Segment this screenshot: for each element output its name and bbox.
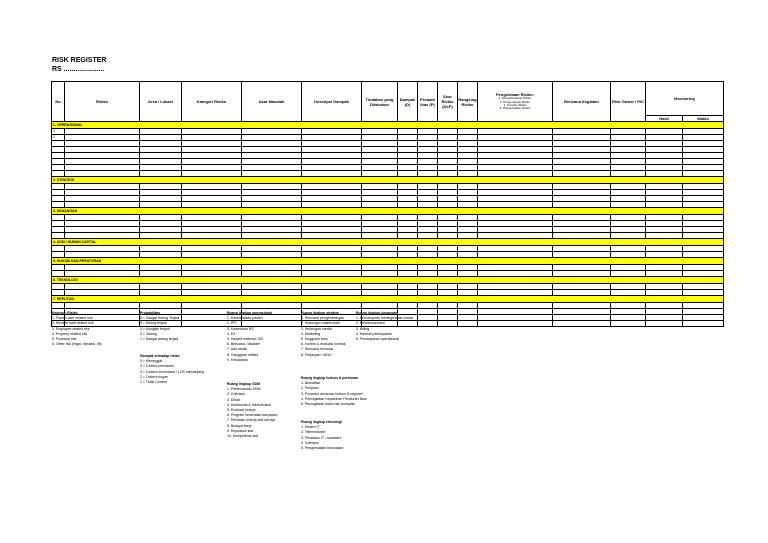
legend-item: 7. Alat medis: [227, 347, 248, 352]
header-akar-masalah: Akar Masalah: [242, 82, 302, 122]
legend-dampak: [140, 354, 204, 385]
legend-item: 7. Penilaian kinerja staf lainnya: [227, 418, 276, 423]
header-kategori: Kategori Risiko: [182, 82, 242, 122]
document-title: RISK REGISTER: [52, 57, 107, 64]
legend-heading: Ruang lingkup strategi: [301, 311, 339, 315]
legend-item: 5. Pengendalian kerusakan: [301, 446, 344, 451]
pengelolaan-item: 3. Transfer Risiko: [503, 103, 527, 107]
legend-item: 4. Property related risk: [52, 331, 88, 336]
legend-item: 9. Kebakaran: [227, 357, 248, 362]
legend-item: 6. Bencana / disaster: [227, 342, 260, 347]
legend-item: 4 = Sering terjadi: [140, 321, 167, 326]
legend-item: 3. Peralatan IT / hardware: [301, 435, 342, 440]
header-risiko: Risiko: [65, 82, 140, 122]
legend-hukum: [301, 376, 367, 407]
legend-item: 3 = Mungkin terjadi: [140, 326, 170, 331]
section-label: 4. SDM / HUMAN CAPITAL: [52, 239, 724, 246]
legend-item: 8. Gangguan utilitas: [227, 352, 259, 357]
legend-item: 3. Keamanan RS: [227, 326, 254, 331]
legend-item: 2 = Cedera ringan: [140, 374, 169, 379]
legend-heading: Ruang lingkup SDM: [227, 382, 261, 386]
section-row: [52, 277, 724, 284]
header-skor: Skor Risiko (DxP): [438, 82, 458, 122]
legend-item: 3 = Cedera sementara / LOS memanjang: [140, 369, 205, 374]
section-row: [52, 258, 724, 265]
legend-item: 4. Marketing: [301, 331, 321, 336]
legend-heading: Kategori Risiko: [52, 311, 78, 315]
legend-item: 5. Peningkatan klaim dan komplain: [301, 402, 356, 407]
section-label: 6. TEKNOLOGI: [52, 277, 724, 284]
legend-item: 2. Telemedicine: [301, 430, 326, 435]
hospital-name: RS .....................: [52, 66, 105, 73]
legend-heading: Probabilitas: [140, 311, 161, 315]
section-row: [52, 296, 724, 303]
header-tindakan: Tindakan yang Dilakukan: [362, 82, 398, 122]
legend-keuangan: [356, 311, 413, 342]
table-cell[interactable]: [418, 321, 438, 327]
section-row: [52, 239, 724, 246]
legend-item: 1. Perencanaan SDM: [227, 387, 261, 392]
legend-item: 6. Kontrol & evaluasi kontrak: [301, 342, 346, 347]
legend-item: 8. Perjanjian / MOU: [301, 352, 332, 357]
legend-item: 6. Program kesehatan karyawan: [227, 413, 278, 418]
section-label: 1. OPERASIONAL: [52, 122, 724, 129]
table-cell[interactable]: [438, 321, 458, 327]
legend-item: 1 = Sangat jarang terjadi: [140, 337, 179, 342]
legend-item: 4. K3: [227, 331, 236, 336]
header-dampak: Dampak (D): [398, 82, 418, 122]
legend-sdm: [227, 382, 277, 439]
legend-item: 5. Evaluasi kinerja: [227, 408, 256, 413]
legend-item: 10. Kompetensi staf: [227, 434, 258, 439]
pengelolaan-item: 1. Pengehindaran Risiko: [498, 96, 532, 101]
table-cell[interactable]: [478, 321, 553, 327]
legend-item: 4. Kredensial & rekredensial: [227, 402, 271, 407]
section-label: 7. REPUTASI: [52, 296, 724, 303]
header-rencana: Rencana Kegiatan: [553, 82, 611, 122]
legend-item: 2. PPI: [227, 321, 237, 326]
section-row: [52, 122, 724, 129]
legend-operasional: [227, 311, 272, 363]
table-cell[interactable]: [553, 321, 611, 327]
table-cell[interactable]: [683, 321, 724, 327]
legend-item: 2. Perijinan: [301, 386, 319, 391]
legend-item: 1 = Tidak Cedera: [140, 380, 167, 385]
header-no: No: [52, 82, 65, 122]
pengelolaan-item: 2. Pengurangan Risiko: [499, 99, 531, 104]
legend-item: 1. Kemampuan meningkatkan modal: [356, 316, 414, 321]
legend-item: 9. Kepuasan staf: [227, 428, 254, 433]
legend-teknologi: [301, 420, 343, 451]
legend-heading: Ruang lingkup operasional: [227, 311, 272, 315]
legend-item: 1. Rencana pengembangan: [301, 316, 345, 321]
row-number-cell[interactable]: 2: [52, 135, 65, 141]
legend-item: 8. Budaya kerja: [227, 423, 252, 428]
legend-item: 5. Pembayaran operasional: [356, 337, 399, 342]
table-cell[interactable]: [611, 321, 646, 327]
header-risk-owner: Risk Owner / PIC: [611, 82, 646, 122]
legend-item: 4. Peningkatan Kepatuhan Peraturan Baru: [301, 396, 367, 401]
header-deskripsi-dampak: Deskripsi Dampak: [302, 82, 362, 122]
table-cell[interactable]: [458, 321, 478, 327]
legend-item: 4. Metode pembayaran: [356, 331, 392, 336]
legend-item: 2 = Jarang: [140, 331, 157, 336]
legend-item: 5. Unggulan baru: [301, 337, 328, 342]
header-waktu: Waktu: [683, 116, 724, 122]
legend-item: 4. Software: [301, 440, 319, 445]
header-hasil: Hasil: [646, 116, 683, 122]
section-label: 5. HUKUM DAN PERATURAN: [52, 258, 724, 265]
section-label: 2. STRATEGI: [52, 177, 724, 184]
legend-item: 6. Other risk (legal, reputasi, dll): [52, 342, 102, 347]
legend-heading: Ruang lingkup keuangan: [356, 311, 398, 315]
legend-item: 5. Hazard material / B3: [227, 337, 263, 342]
legend-item: 2. Reimbursement: [356, 321, 385, 326]
pengelolaan-item: 4. Pengendalian Risiko: [499, 106, 531, 111]
section-row: [52, 177, 724, 184]
legend-item: 2. Medical staff related risk: [52, 321, 94, 326]
legend-item: 5 = Sangat Sering Terjadi: [140, 316, 180, 321]
row-number-cell[interactable]: 1: [52, 129, 65, 135]
table-cell[interactable]: [646, 321, 683, 327]
legend-item: 2. Orientasi: [227, 392, 245, 397]
legend-item: 1. Akreditasi: [301, 381, 321, 386]
legend-heading: Ruang lingkup teknologi: [301, 420, 342, 424]
pengelolaan-title: Pengelolaan Risiko:: [495, 92, 534, 98]
legend-item: 1. Sistem IT: [301, 425, 320, 430]
legend-probabilitas: [140, 311, 179, 342]
legend-item: 5 = Meninggal: [140, 359, 163, 364]
header-ranking: Rangking Risiko: [458, 82, 478, 122]
legend-heading: Ruang lingkup hukum & peraturan: [301, 376, 359, 380]
section-label: 3. KEUANGAN: [52, 208, 724, 215]
legend-kategori: [52, 311, 102, 347]
header-pengelolaan: [478, 82, 553, 122]
legend-item: 3. Prosedur ancaman hukum & regulasi: [301, 391, 363, 396]
legend-item: 1. Keselamatan pasien: [227, 316, 263, 321]
section-row: [52, 208, 724, 215]
legend-item: 3. Diklat: [227, 397, 240, 402]
legend-item: 3. Hubungan media: [301, 326, 332, 331]
legend-item: 3. Employee related risk: [52, 326, 90, 331]
legend-heading: Dampak terhadap risiko: [140, 354, 180, 358]
header-probabilitas: Probabi litas (P): [418, 82, 438, 122]
header-area: Area / Lokasi: [140, 82, 182, 122]
risk-register-table: [51, 81, 724, 327]
legend-item: 5. Financial risk: [52, 337, 77, 342]
legend-strategi: [301, 311, 346, 358]
legend-item: 2. Hubungan stakeholder: [301, 321, 341, 326]
legend-item: 7. Rencana renovasi: [301, 347, 334, 352]
legend-item: 4 = Cedera permanen: [140, 364, 175, 369]
header-monitoring: Monitoring: [646, 82, 724, 116]
legend-item: 1. Pasien care related risk: [52, 316, 93, 321]
legend-item: 3. Billing: [356, 326, 370, 331]
